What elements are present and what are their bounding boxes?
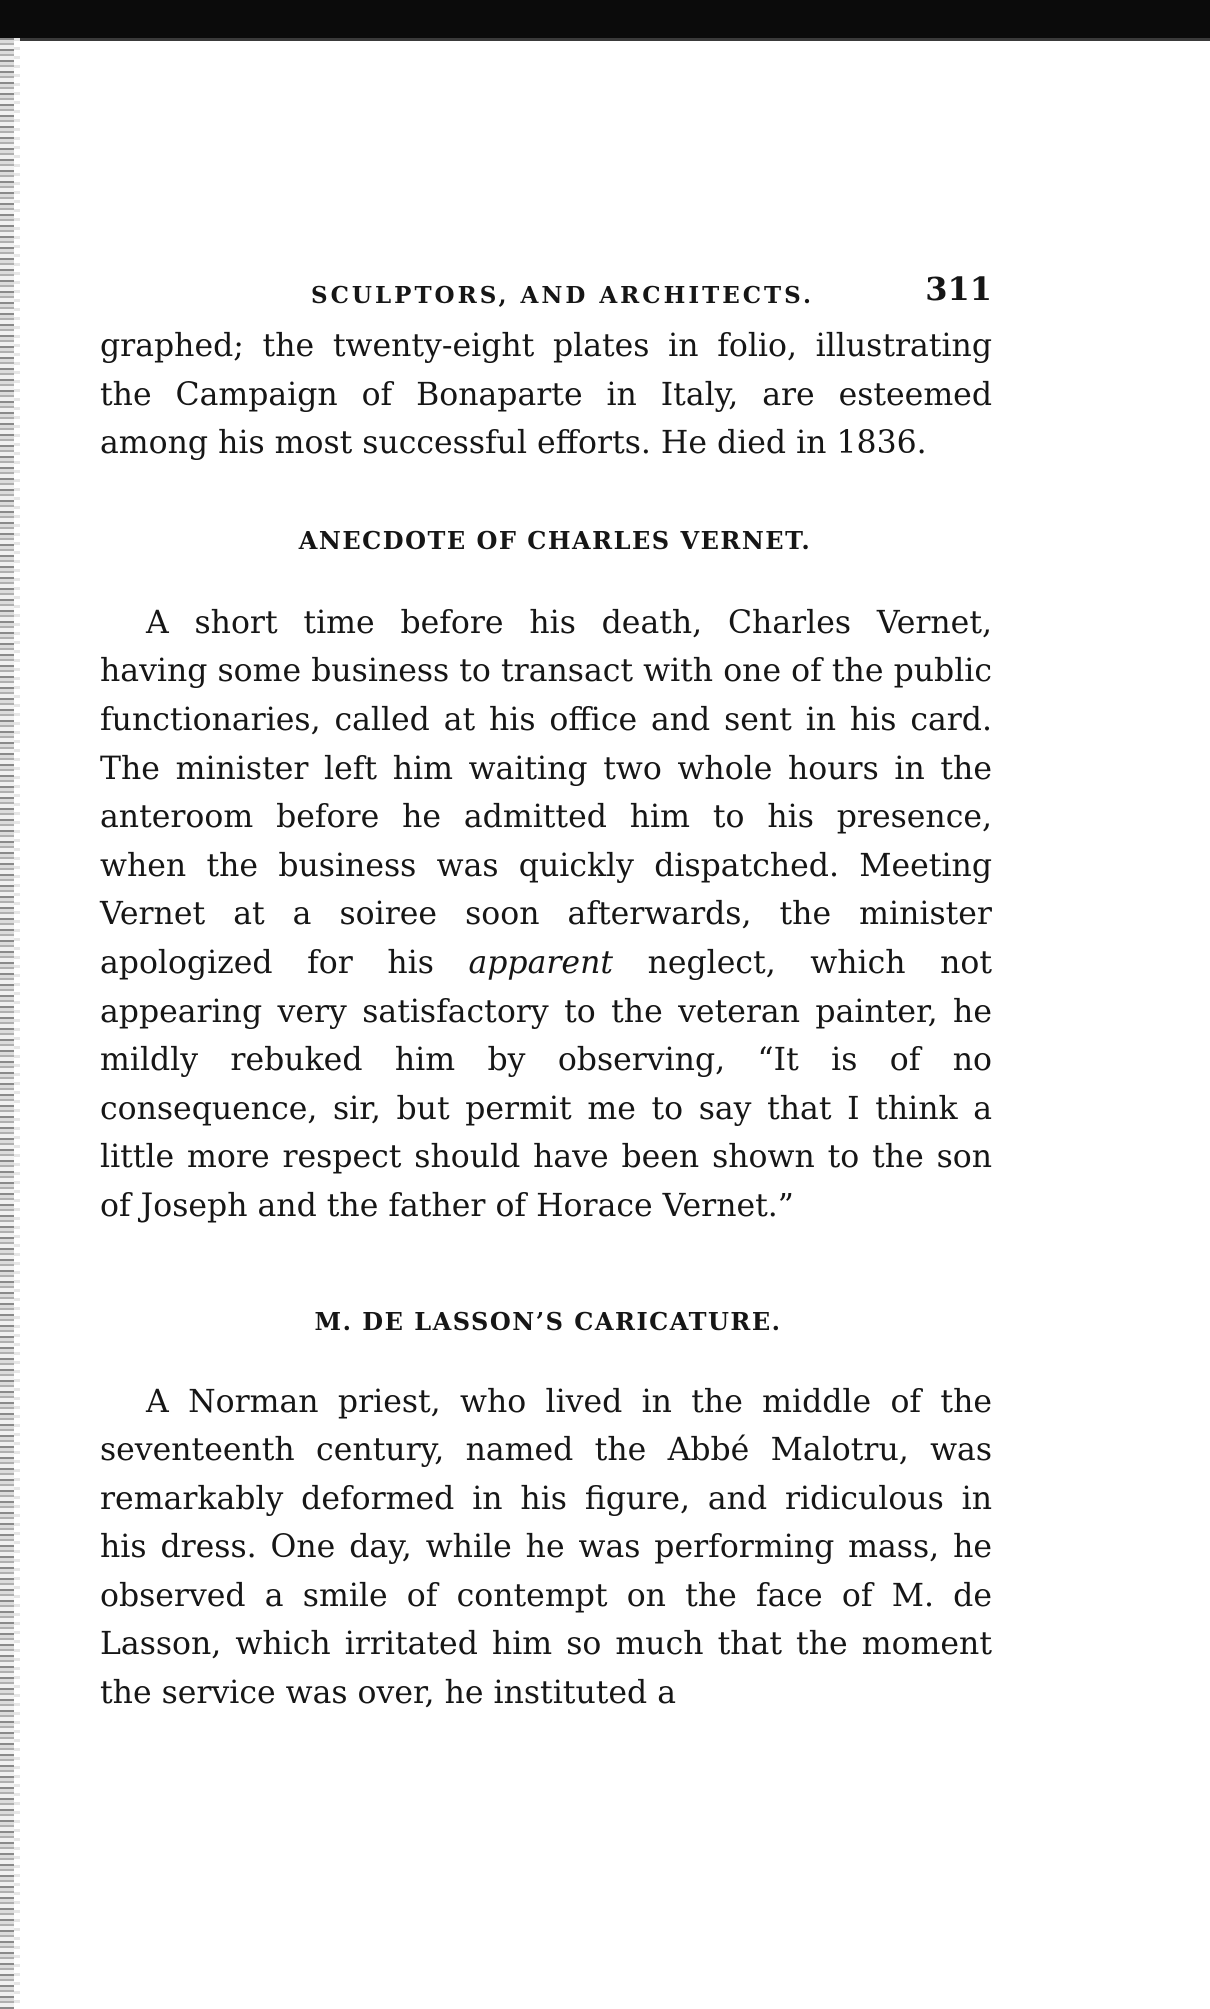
vernet-anecdote-paragraph — [100, 599, 992, 1231]
section-heading-lasson: M. DE LASSON’S CARICATURE. — [314, 1306, 782, 1336]
scan-binding-shadow — [14, 38, 20, 2009]
vernet-italic-word: apparent — [468, 944, 614, 981]
page-number: 311 — [925, 270, 992, 308]
book-page — [100, 270, 992, 1718]
vernet-text-part-1: A short time before his death, Charles Vernet, having some business to transact with one of the public functionaries, called at his office and sent in his card. The minister left him waiting two whole hours in the anteroom before he admitted him to his presence, when the business was quickly dispatched. Meeting Vernet at a soiree soon afterwards, the minister apologized for his — [100, 604, 992, 981]
section-heading-vernet: ANECDOTE OF CHARLES VERNET. — [298, 525, 812, 555]
running-head — [100, 270, 992, 314]
scan-top-rule — [0, 38, 1210, 41]
continuation-paragraph: graphed; the twenty-eight plates in folio, illustrating the Campaign of Bonaparte in Italy, are esteemed among his most successful efforts. He died in 1836. — [100, 328, 992, 462]
scan-top-border — [0, 0, 1210, 38]
running-title: SCULPTORS, AND ARCHITECTS. — [311, 282, 814, 309]
scan-binding-edge — [0, 38, 14, 2009]
vernet-text-part-2: neglect, which not appearing very satisfactory to the veteran painter, he mildly rebuked him by observing, “It is of no consequence, sir, but permit me to say that I think a little more respect should have been shown to the son of Joseph and the father of Horace Vernet.” — [100, 944, 992, 1224]
lasson-caricature-paragraph: A Norman priest, who lived in the middle of the seventeenth century, named the Abbé Malotru, was remarkably deformed in his figure, and ridiculous in his dress. One day, while he was performing mass, he observed a smile of contempt on the face of M. de Lasson, which irritated him so much that the moment the service was over, he instituted a — [100, 1383, 992, 1712]
